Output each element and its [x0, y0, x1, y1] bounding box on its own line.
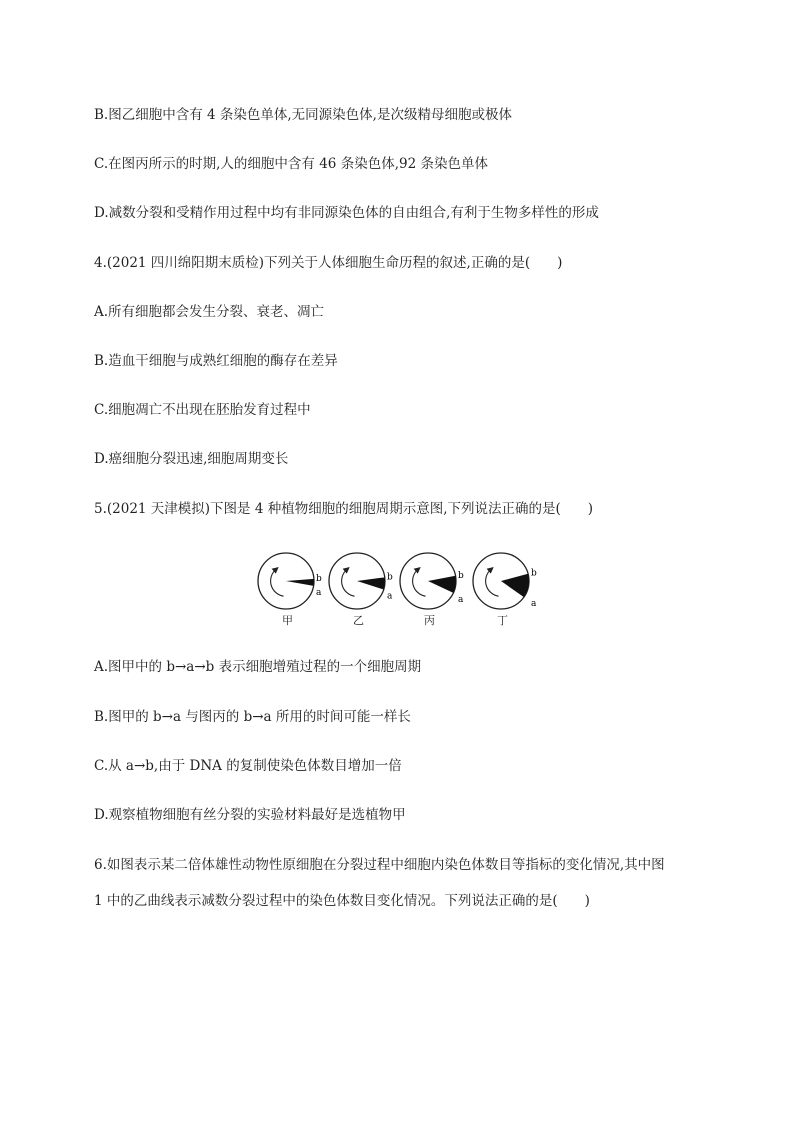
cell-cycle-circle: [258, 553, 322, 609]
option-4c: C.细胞凋亡不出现在胚胎发育过程中: [94, 402, 311, 418]
point-a-label: a: [531, 599, 537, 610]
cell-cycle-circle: [329, 553, 393, 609]
point-a-label: a: [387, 591, 393, 602]
option-4b: B.造血干细胞与成熟红细胞的酶存在差异: [94, 353, 338, 369]
question-4: 4.(2021 四川绵阳期末质检)下列关于人体细胞生命历程的叙述,正确的是( ): [94, 255, 563, 271]
option-5d: D.观察植物细胞有丝分裂的实验材料最好是选植物甲: [94, 807, 406, 823]
option-4a: A.所有细胞都会发生分裂、衰老、凋亡: [94, 304, 325, 320]
option-5a: A.图甲中的 b→a→b 表示细胞增殖过程的一个细胞周期: [94, 659, 422, 675]
point-b-label: b: [458, 570, 464, 581]
option-3d: D.减数分裂和受精作用过程中均有非同源染色体的自由组合,有利于生物多样性的形成: [94, 205, 599, 221]
cell-label-bing: 丙: [424, 614, 435, 627]
cell-label-yi: 乙: [353, 614, 364, 627]
cell-label-jia: 甲: [282, 614, 293, 627]
point-a-label: a: [458, 594, 464, 605]
question-5: 5.(2021 天津模拟)下图是 4 种植物细胞的细胞周期示意图,下列说法正确的是( ): [94, 501, 594, 517]
cell-cycle-circle: [473, 553, 537, 609]
option-3c: C.在图丙所示的时期,人的细胞中含有 46 条染色体,92 条染色单体: [94, 156, 488, 172]
option-4d: D.癌细胞分裂迅速,细胞周期变长: [94, 451, 289, 467]
question-6-cont: 1 中的乙曲线表示减数分裂过程中的染色体数目变化情况。下列说法正确的是( ): [94, 893, 590, 909]
cell-label-ding: 丁: [497, 614, 508, 627]
cell-cycle-circle: [400, 553, 464, 609]
option-3b: B.图乙细胞中含有 4 条染色单体,无同源染色体,是次级精母细胞或极体: [94, 107, 512, 123]
point-b-label: b: [316, 573, 322, 584]
point-a-label: a: [316, 587, 322, 598]
option-5b: B.图甲的 b→a 与图丙的 b→a 所用的时间可能一样长: [94, 709, 411, 725]
point-b-label: b: [387, 572, 393, 583]
point-b-label: b: [531, 568, 537, 579]
option-5c: C.从 a→b,由于 DNA 的复制使染色体数目增加一倍: [94, 758, 402, 774]
question-6: 6.如图表示某二倍体雄性动物性原细胞在分裂过程中细胞内染色体数目等指标的变化情况,其中图: [94, 857, 665, 873]
